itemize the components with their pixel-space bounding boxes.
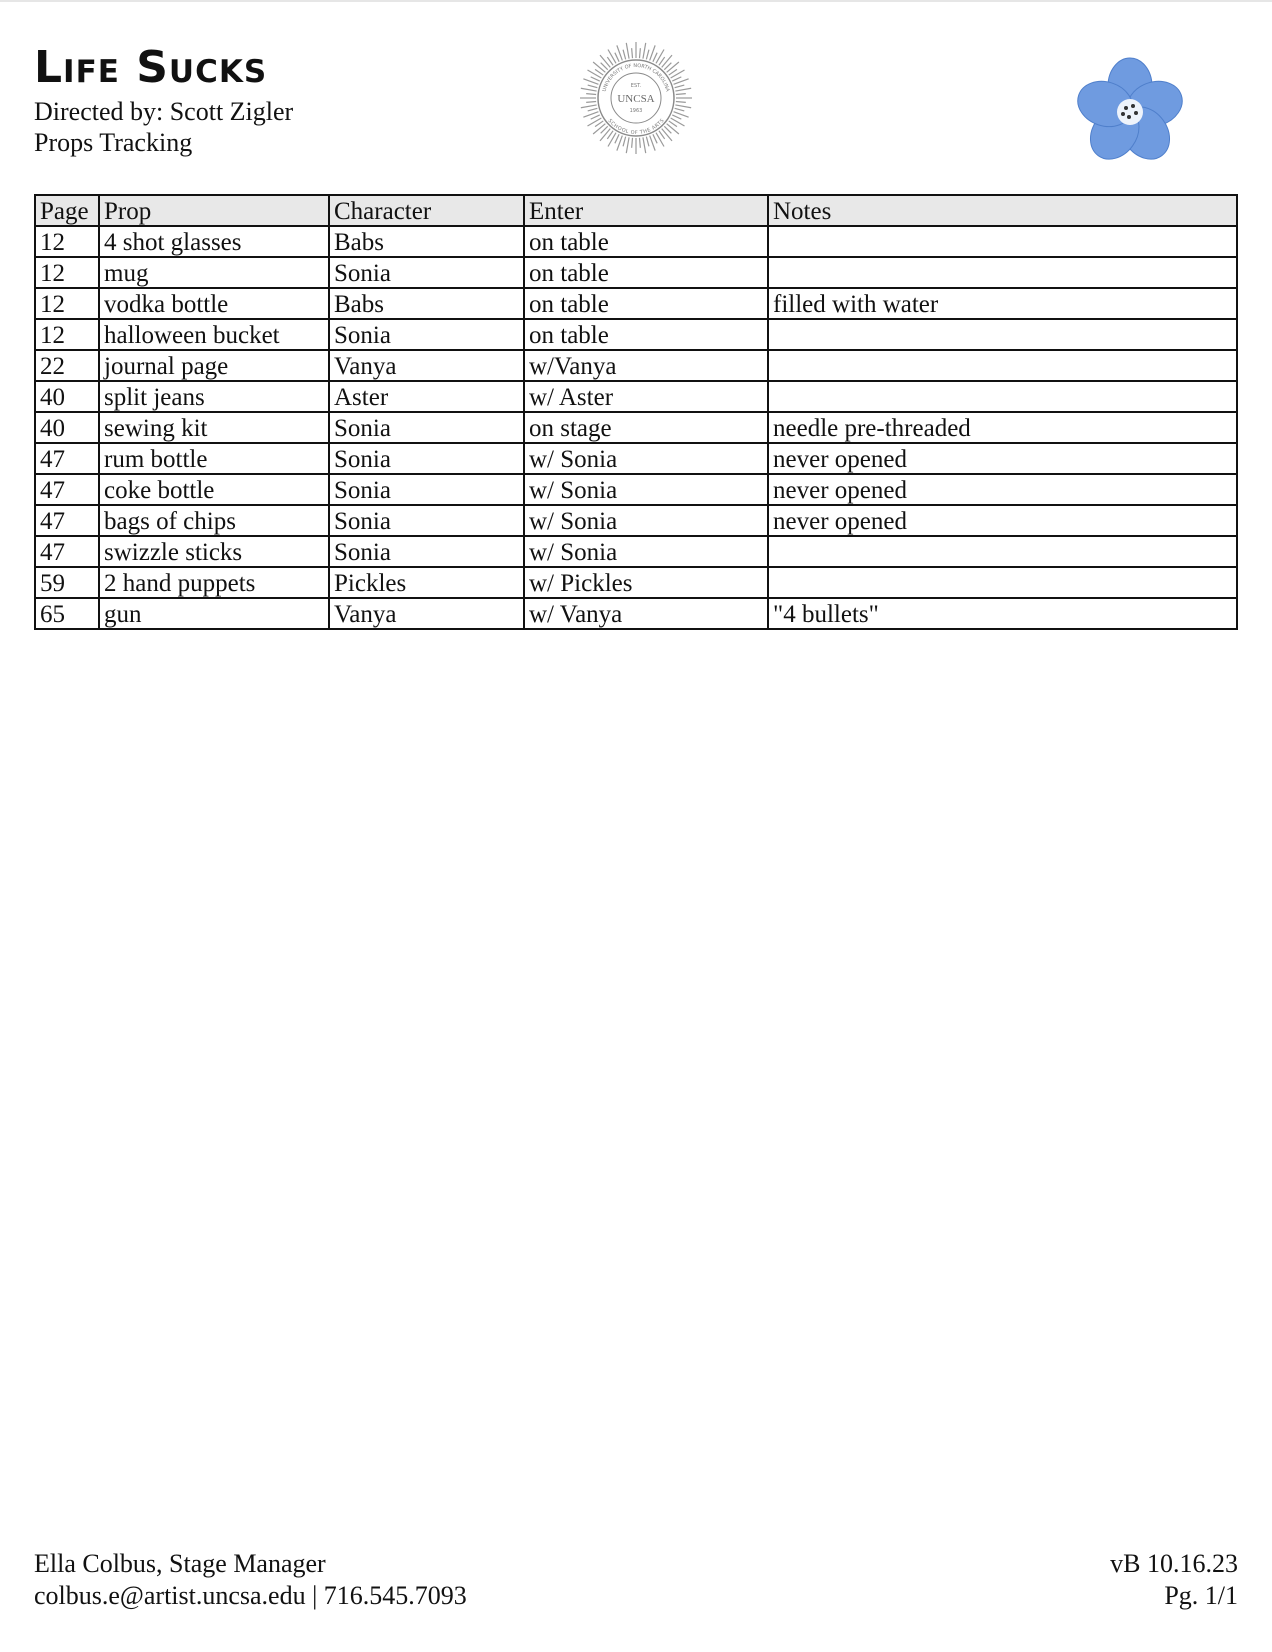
cell-notes [768,350,1237,381]
cell-prop: rum bottle [99,443,329,474]
footer-right [1110,1548,1238,1612]
cell-notes [768,257,1237,288]
cell-notes: never opened [768,443,1237,474]
cell-notes: filled with water [768,288,1237,319]
uncsa-seal-logo [578,40,694,156]
table-row [35,536,1237,567]
column-header-page: Page [35,195,99,226]
cell-page: 12 [35,226,99,257]
table-row [35,443,1237,474]
cell-notes [768,536,1237,567]
cell-page: 59 [35,567,99,598]
cell-prop: 4 shot glasses [99,226,329,257]
footer-left [34,1548,467,1612]
cell-page: 65 [35,598,99,629]
table-row [35,319,1237,350]
cell-notes [768,381,1237,412]
table-row [35,226,1237,257]
cell-prop: split jeans [99,381,329,412]
table-row [35,474,1237,505]
column-header-enter: Enter [524,195,768,226]
seal-text: UNCSA [617,93,655,105]
cell-page: 12 [35,257,99,288]
cell-prop: journal page [99,350,329,381]
version-label: vB 10.16.23 [1110,1549,1238,1578]
cell-prop: bags of chips [99,505,329,536]
cell-character: Aster [329,381,524,412]
cell-notes [768,567,1237,598]
cell-enter: w/ Sonia [524,536,768,567]
cell-notes [768,226,1237,257]
cell-page: 47 [35,474,99,505]
cell-notes: "4 bullets" [768,598,1237,629]
table-row [35,412,1237,443]
cell-enter: w/Vanya [524,350,768,381]
cell-page: 12 [35,319,99,350]
table-row [35,288,1237,319]
top-rule [0,0,1272,2]
cell-notes: needle pre-threaded [768,412,1237,443]
cell-prop: gun [99,598,329,629]
cell-notes: never opened [768,474,1237,505]
table-body [35,226,1237,629]
table-header-row [35,195,1237,226]
table-row [35,505,1237,536]
cell-notes [768,319,1237,350]
cell-enter: w/ Sonia [524,505,768,536]
cell-enter: w/ Sonia [524,474,768,505]
cell-prop: sewing kit [99,412,329,443]
cell-enter: on table [524,319,768,350]
director-line: Directed by: Scott Zigler [34,97,294,126]
table-row [35,598,1237,629]
cell-enter: on table [524,288,768,319]
contact-info: colbus.e@artist.uncsa.edu | 716.545.7093 [34,1581,467,1610]
cell-enter: w/ Sonia [524,443,768,474]
column-header-prop: Prop [99,195,329,226]
cell-character: Sonia [329,474,524,505]
cell-prop: vodka bottle [99,288,329,319]
cell-character: Babs [329,226,524,257]
seal-ring-bottom: SCHOOL OF THE ARTS [606,118,666,137]
cell-character: Vanya [329,350,524,381]
cell-enter: on table [524,226,768,257]
cell-prop: swizzle sticks [99,536,329,567]
cell-prop: mug [99,257,329,288]
table-row [35,257,1237,288]
cell-enter: on table [524,257,768,288]
cell-page: 47 [35,505,99,536]
column-header-character: Character [329,195,524,226]
cell-page: 12 [35,288,99,319]
stage-manager: Ella Colbus, Stage Manager [34,1549,326,1578]
cell-character: Babs [329,288,524,319]
cell-page: 40 [35,412,99,443]
cell-enter: w/ Aster [524,381,768,412]
cell-prop: halloween bucket [99,319,329,350]
seal-year: 1963 [629,108,643,114]
cell-enter: on stage [524,412,768,443]
cell-prop: 2 hand puppets [99,567,329,598]
cell-enter: w/ Pickles [524,567,768,598]
cell-character: Sonia [329,505,524,536]
document-subtitle: Props Tracking [34,128,193,157]
blue-flower-icon [1070,52,1194,170]
cell-character: Sonia [329,443,524,474]
seal-ring-top: UNIVERSITY OF NORTH CAROLINA [601,62,671,93]
seal-est: EST. [630,83,642,89]
cell-page: 47 [35,443,99,474]
cell-prop: coke bottle [99,474,329,505]
cell-page: 40 [35,381,99,412]
table-row [35,381,1237,412]
cell-page: 47 [35,536,99,567]
cell-character: Sonia [329,257,524,288]
column-header-notes: Notes [768,195,1237,226]
document-header [34,40,293,158]
cell-character: Sonia [329,412,524,443]
cell-character: Vanya [329,598,524,629]
show-title: Life Sucks [34,42,268,93]
cell-enter: w/ Vanya [524,598,768,629]
cell-character: Sonia [329,319,524,350]
table-row [35,567,1237,598]
cell-notes: never opened [768,505,1237,536]
cell-character: Pickles [329,567,524,598]
cell-character: Sonia [329,536,524,567]
props-table [34,194,1238,630]
cell-page: 22 [35,350,99,381]
page-number: Pg. 1/1 [1164,1581,1238,1610]
table-row [35,350,1237,381]
